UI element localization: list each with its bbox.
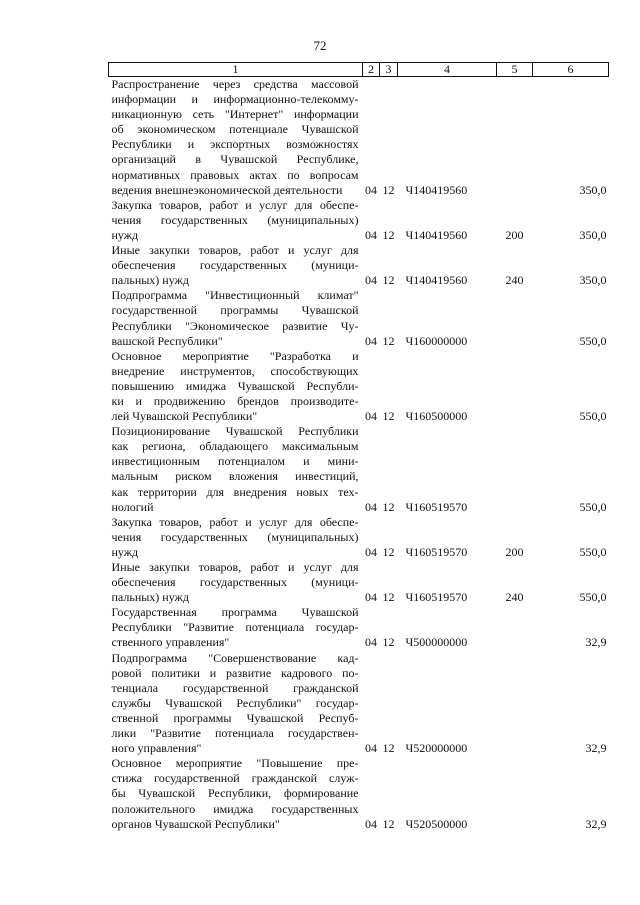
- row-description: [109, 243, 363, 288]
- header-col-4: 4: [398, 63, 497, 77]
- description-line: Республики "Экономическое развитие Чу-: [111, 318, 359, 333]
- header-col-1: 1: [109, 63, 363, 77]
- description-line: бы Чувашской Республики, формирование: [111, 786, 359, 801]
- table-row: [109, 515, 609, 560]
- row-target-code: Ч520500000: [405, 816, 468, 831]
- row-amount: 550,0: [579, 544, 607, 559]
- row-subsection: 12: [382, 227, 395, 242]
- description-line: нужд: [111, 544, 139, 559]
- description-line: службы Чувашской Республики" государ-: [111, 695, 359, 710]
- description-line: организаций в Чувашской Республике,: [111, 152, 359, 167]
- row-target-code: Ч140419560: [405, 227, 468, 242]
- row-subsection: 12: [382, 499, 395, 514]
- description-line: чения государственных (муниципальных): [111, 529, 359, 544]
- row-section: 04: [365, 590, 377, 605]
- row-description: [109, 515, 363, 560]
- description-line: нологий: [111, 499, 154, 514]
- row-expense-type: [497, 77, 533, 198]
- row-section: 04: [365, 333, 377, 348]
- header-col-6: 6: [533, 63, 609, 77]
- row-subsection: 12: [382, 590, 395, 605]
- row-amount: 32,9: [585, 816, 607, 831]
- description-line: об экономическом потенциале Чувашской: [111, 122, 359, 137]
- description-line: пальных) нужд: [111, 590, 189, 605]
- table-header-row: [109, 63, 609, 77]
- description-line: повышению имиджа Чувашской Республи-: [111, 378, 359, 393]
- row-target-code: Ч140419560: [405, 273, 468, 288]
- table-row: [109, 77, 609, 198]
- row-subsection: 12: [382, 333, 395, 348]
- description-line: ведения внешнеэкономической деятельности: [111, 182, 343, 197]
- description-line: информации и информационно-телекомму-: [111, 92, 359, 107]
- row-expense-type: 200: [505, 227, 524, 242]
- row-amount: 32,9: [585, 741, 607, 756]
- description-line: мальным риском вложения инвестиций,: [111, 469, 359, 484]
- row-target-code: Ч160519570: [405, 544, 468, 559]
- row-target-code: Ч160519570: [405, 590, 468, 605]
- header-col-5: 5: [497, 63, 533, 77]
- row-expense-type: [497, 651, 533, 757]
- description-line: пальных) нужд: [111, 273, 189, 288]
- description-line: внедрение инструментов, способствующих: [111, 363, 359, 378]
- row-section: 04: [365, 635, 377, 650]
- row-expense-type: [497, 288, 533, 348]
- description-line: ственного управления": [111, 635, 230, 650]
- table-row: [109, 424, 609, 515]
- row-subsection: 12: [382, 544, 395, 559]
- description-line: органов Чувашской Республики": [111, 816, 280, 831]
- row-section: 04: [365, 816, 377, 831]
- row-target-code: Ч160500000: [405, 409, 468, 424]
- row-section: 04: [365, 227, 377, 242]
- row-subsection: 12: [382, 273, 395, 288]
- description-line: как территории для внедрения новых тех-: [111, 484, 359, 499]
- description-line: положительного имиджа государственных: [111, 801, 359, 816]
- page-number: 72: [313, 38, 327, 53]
- row-target-code: Ч160000000: [405, 333, 468, 348]
- header-col-3: 3: [380, 63, 398, 77]
- row-expense-type: [497, 349, 533, 424]
- row-subsection: 12: [382, 409, 395, 424]
- row-amount: 550,0: [579, 590, 607, 605]
- row-section: 04: [365, 544, 377, 559]
- row-description: [109, 756, 363, 831]
- description-line: Позиционирование Чувашской Республики: [111, 424, 359, 439]
- row-section: 04: [365, 741, 377, 756]
- description-line: тенциала государственной гражданской: [111, 680, 359, 695]
- description-line: как региона, обладающего максимальным: [111, 439, 359, 454]
- row-amount: 350,0: [579, 273, 607, 288]
- row-expense-type: 240: [505, 590, 524, 605]
- row-description: [109, 651, 363, 757]
- row-description: [109, 605, 363, 650]
- table-row: [109, 288, 609, 348]
- row-target-code: Ч500000000: [405, 635, 468, 650]
- row-subsection: 12: [382, 182, 395, 197]
- row-amount: 350,0: [579, 182, 607, 197]
- row-description: [109, 560, 363, 605]
- row-expense-type: 200: [505, 544, 524, 559]
- description-line: Иные закупки товаров, работ и услуг для: [111, 560, 359, 574]
- row-amount: 550,0: [579, 409, 607, 424]
- row-description: [109, 77, 363, 198]
- description-line: ки и продвижению брендов производите-: [111, 393, 359, 408]
- row-target-code: Ч140419560: [405, 182, 468, 197]
- row-section: 04: [365, 409, 377, 424]
- row-subsection: 12: [382, 741, 395, 756]
- description-line: Закупка товаров, работ и услуг для обеспе-: [111, 514, 359, 529]
- description-line: Государственная программа Чувашской: [111, 605, 359, 620]
- description-line: Закупка товаров, работ и услуг для обеспе-: [111, 197, 359, 212]
- row-expense-type: [497, 756, 533, 831]
- row-section: 04: [365, 499, 377, 514]
- description-line: лей Чувашской Республики": [111, 409, 258, 424]
- table-row: [109, 560, 609, 605]
- description-line: ного управления": [111, 741, 202, 756]
- table-row: [109, 349, 609, 424]
- description-line: никационную сеть "Интернет" информации: [111, 107, 359, 122]
- description-line: лики "Развитие потенциала государствен-: [111, 726, 359, 741]
- budget-table: [108, 62, 609, 832]
- row-section: 04: [365, 182, 377, 197]
- description-line: Основное мероприятие "Разработка и: [111, 348, 359, 363]
- row-target-code: Ч160519570: [405, 499, 468, 514]
- row-amount: 550,0: [579, 333, 607, 348]
- table-row: [109, 243, 609, 288]
- description-line: Республики и экспортных возможностях: [111, 137, 359, 152]
- row-section: 04: [365, 273, 377, 288]
- description-line: вашской Республики": [111, 333, 223, 348]
- table-body: [109, 77, 609, 832]
- description-line: нужд: [111, 227, 139, 242]
- row-description: [109, 198, 363, 243]
- row-subsection: 12: [382, 635, 395, 650]
- description-line: государственной программы Чувашской: [111, 303, 359, 318]
- row-subsection: 12: [382, 816, 395, 831]
- description-line: обеспечения государственных (муници-: [111, 575, 359, 590]
- description-line: Распространение через средства массовой: [111, 77, 359, 91]
- description-line: Иные закупки товаров, работ и услуг для: [111, 243, 359, 258]
- description-line: ровой политики и развитие кадрового по-: [111, 665, 359, 680]
- description-line: Республики "Развитие потенциала государ-: [111, 620, 359, 635]
- table-row: [109, 198, 609, 243]
- table-row: [109, 756, 609, 831]
- header-col-2: 2: [363, 63, 380, 77]
- row-target-code: Ч520000000: [405, 741, 468, 756]
- description-line: нормативных правовых актах по вопросам: [111, 167, 359, 182]
- row-description: [109, 424, 363, 515]
- row-description: [109, 349, 363, 424]
- table-row: [109, 605, 609, 650]
- row-expense-type: 240: [505, 273, 524, 288]
- row-amount: 32,9: [585, 635, 607, 650]
- row-description: [109, 288, 363, 348]
- row-expense-type: [497, 424, 533, 515]
- row-expense-type: [497, 605, 533, 650]
- row-amount: 350,0: [579, 227, 607, 242]
- description-line: Подпрограмма "Совершенствование кад-: [111, 650, 359, 665]
- description-line: Основное мероприятие "Повышение пре-: [111, 756, 359, 771]
- row-amount: 550,0: [579, 499, 607, 514]
- description-line: обеспечения государственных (муници-: [111, 258, 359, 273]
- table-row: [109, 651, 609, 757]
- description-line: стижа государственной гражданской служ-: [111, 771, 359, 786]
- description-line: Подпрограмма "Инвестиционный климат": [111, 288, 359, 303]
- description-line: инвестиционным потенциалом и мини-: [111, 454, 359, 469]
- description-line: ственной программы Чувашской Респуб-: [111, 710, 359, 725]
- description-line: чения государственных (муниципальных): [111, 212, 359, 227]
